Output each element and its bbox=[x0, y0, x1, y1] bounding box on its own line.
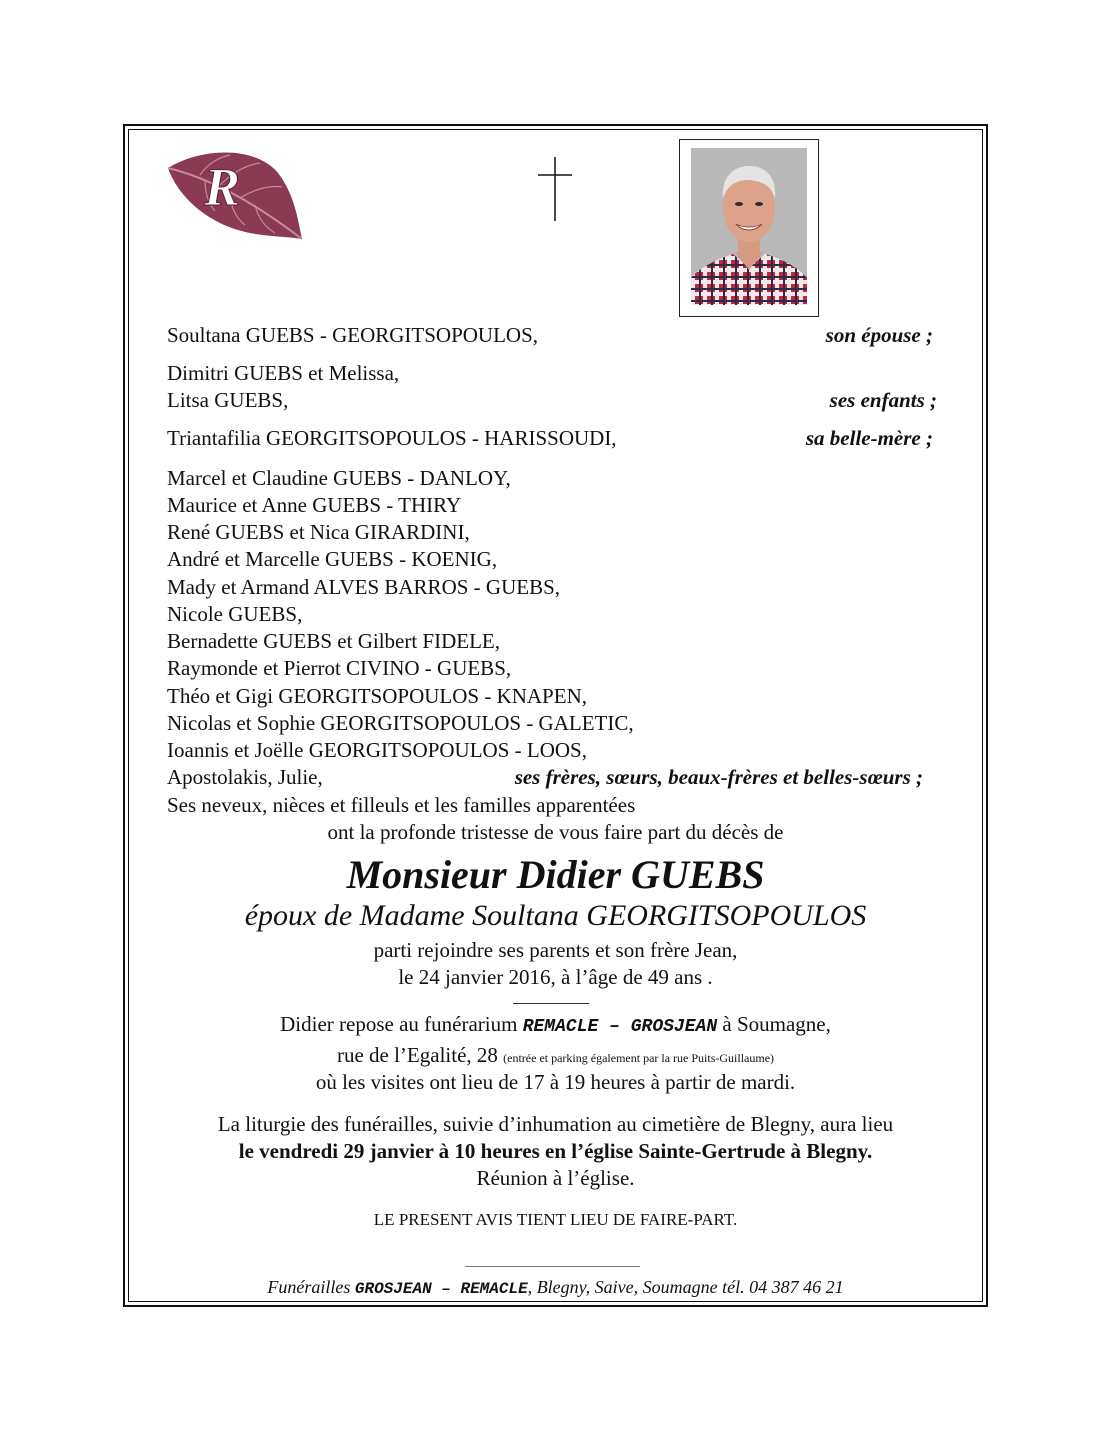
mother-in-law-name: Triantafilia GEORGITSOPOULOS - HARISSOUDI, bbox=[167, 426, 617, 450]
footer bbox=[128, 1275, 983, 1301]
child-name: Dimitri GUEBS et Melissa, bbox=[167, 361, 400, 385]
divider bbox=[513, 1003, 589, 1004]
spouse-name: Soultana GUEBS - GEORGITSOPOULOS, bbox=[167, 323, 539, 347]
sibling-name: Ioannis et Joëlle GEORGITSOPOULOS - LOOS, bbox=[167, 738, 587, 762]
visitation-pre: Didier repose au funérarium bbox=[280, 1012, 523, 1036]
announcement-line: parti rejoindre ses parents et son frère Jean, bbox=[373, 938, 738, 962]
extended-family: Ses neveux, nièces et filleuls et les familles apparentées bbox=[167, 793, 636, 817]
funeral-home-name: REMACLE – GROSJEAN bbox=[522, 1017, 718, 1037]
footer-pre: Funérailles bbox=[267, 1277, 355, 1297]
announcement-intro: ont la profonde tristesse de vous faire part du décès de bbox=[327, 820, 784, 844]
sibling-name: Maurice et Anne GUEBS - THIRY bbox=[167, 493, 462, 517]
logo-letter: R bbox=[203, 157, 241, 217]
announcement-line: le 24 janvier 2016, à l’âge de 49 ans . bbox=[398, 965, 713, 989]
footer-post: , Blegny, Saive, Soumagne tél. 04 387 46 21 bbox=[527, 1277, 844, 1297]
sibling-name: Bernadette GUEBS et Gilbert FIDELE, bbox=[167, 629, 501, 653]
address-street: rue de l’Egalité, 28 bbox=[336, 1043, 504, 1067]
visitation-line bbox=[128, 1010, 983, 1041]
sibling-name: André et Marcelle GUEBS - KOENIG, bbox=[167, 547, 498, 571]
service-date: le vendredi 29 janvier à 10 heures en l’église Sainte-Gertrude à Blegny. bbox=[238, 1139, 873, 1163]
sibling-name: Mady et Armand ALVES BARROS - GUEBS, bbox=[167, 575, 561, 599]
cross-icon bbox=[538, 157, 572, 221]
service-meeting: Réunion à l’église. bbox=[476, 1166, 635, 1190]
child-name: Litsa GUEBS, bbox=[167, 388, 289, 412]
children-role: ses enfants ; bbox=[829, 388, 937, 412]
footer-company: GROSJEAN – REMACLE bbox=[354, 1280, 528, 1298]
mother-in-law-role: sa belle-mère ; bbox=[805, 426, 933, 450]
deceased-name: Monsieur Didier GUEBS bbox=[346, 852, 765, 897]
visitation-post: à Soumagne, bbox=[717, 1012, 831, 1036]
sibling-name: Nicole GUEBS, bbox=[167, 602, 303, 626]
sibling-name: René GUEBS et Nica GIRARDINI, bbox=[167, 520, 470, 544]
notice: LE PRESENT AVIS TIENT LIEU DE FAIRE-PART. bbox=[373, 1210, 738, 1229]
portrait-photo bbox=[691, 148, 807, 305]
sibling-name: Nicolas et Sophie GEORGITSOPOULOS - GALETIC, bbox=[167, 711, 634, 735]
spouse-role: son épouse ; bbox=[825, 323, 933, 347]
sibling-name: Marcel et Claudine GUEBS - DANLOY, bbox=[167, 466, 511, 490]
siblings-role: ses frères, sœurs, beaux-frères et belles-sœurs ; bbox=[514, 765, 923, 789]
leaf-logo bbox=[160, 143, 305, 243]
divider bbox=[465, 1266, 640, 1267]
sibling-name: Théo et Gigi GEORGITSOPOULOS - KNAPEN, bbox=[167, 684, 587, 708]
deceased-subtitle: époux de Madame Soultana GEORGITSOPOULOS bbox=[244, 899, 867, 932]
address-note: (entrée et parking également par la rue Puits-Guillaume) bbox=[503, 1051, 775, 1065]
sibling-name: Apostolakis, Julie, bbox=[167, 765, 323, 789]
visitation-hours: où les visites ont lieu de 17 à 19 heures à partir de mardi. bbox=[315, 1070, 796, 1094]
service-line: La liturgie des funérailles, suivie d’inhumation au cimetière de Blegny, aura lieu bbox=[217, 1112, 894, 1136]
sibling-name: Raymonde et Pierrot CIVINO - GUEBS, bbox=[167, 656, 512, 680]
